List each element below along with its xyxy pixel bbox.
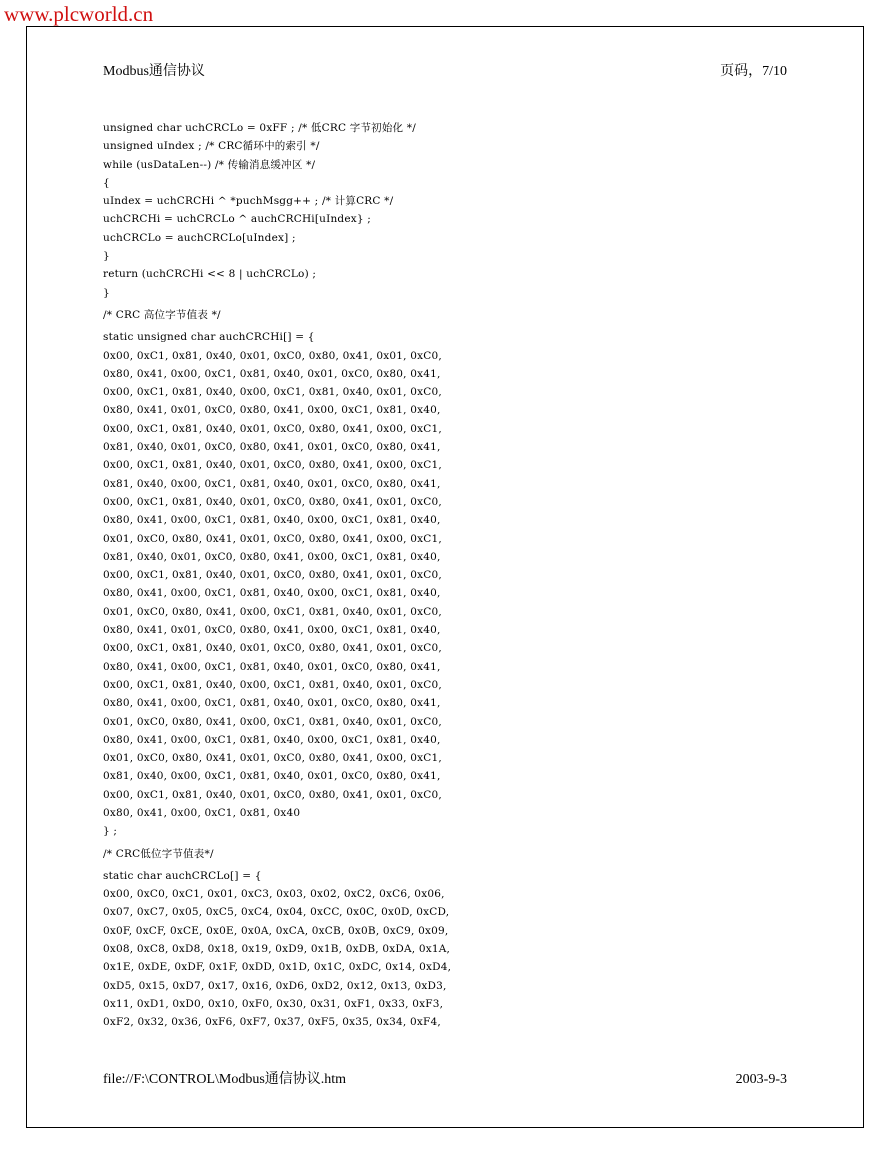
table-row: 0x00, 0xC1, 0x81, 0x40, 0x01, 0xC0, 0x80, 0x41, 0x00, 0xC1, xyxy=(103,422,442,435)
table-row: 0xF2, 0x32, 0x36, 0xF6, 0xF7, 0x37, 0xF5, 0x35, 0x34, 0xF4, xyxy=(103,1016,441,1029)
code-line: } xyxy=(103,286,110,299)
table-row: 0x80, 0x41, 0x00, 0xC1, 0x81, 0x40, 0x00, 0xC1, 0x81, 0x40, xyxy=(103,587,441,600)
table-row: 0xD5, 0x15, 0xD7, 0x17, 0x16, 0xD6, 0xD2, 0x12, 0x13, 0xD3, xyxy=(103,979,447,992)
code-line: uIndex = uchCRCHi ^ *puchMsgg++ ; /* 计算CRC */ xyxy=(103,195,394,208)
footer-date: 2003-9-3 xyxy=(735,1072,787,1087)
table-row: 0x0F, 0xCF, 0xCE, 0x0E, 0x0A, 0xCA, 0xCB, 0x0B, 0xC9, 0x09, xyxy=(103,924,449,937)
hi-table-closing: } ; xyxy=(103,825,118,838)
table-row: 0x81, 0x40, 0x00, 0xC1, 0x81, 0x40, 0x01, 0xC0, 0x80, 0x41, xyxy=(103,477,441,490)
table-row: 0x80, 0x41, 0x01, 0xC0, 0x80, 0x41, 0x00, 0xC1, 0x81, 0x40, xyxy=(103,624,441,637)
table-row: 0x00, 0xC1, 0x81, 0x40, 0x01, 0xC0, 0x80, 0x41, 0x01, 0xC0, xyxy=(103,642,442,655)
code-listing xyxy=(103,119,451,1032)
table-row: 0x81, 0x40, 0x01, 0xC0, 0x80, 0x41, 0x01, 0xC0, 0x80, 0x41, xyxy=(103,441,441,454)
table-row: 0x1E, 0xDE, 0xDF, 0x1F, 0xDD, 0x1D, 0x1C, 0xDC, 0x14, 0xD4, xyxy=(103,961,452,974)
table-row: 0x80, 0x41, 0x00, 0xC1, 0x81, 0x40 xyxy=(103,806,301,819)
table-row: 0x00, 0xC1, 0x81, 0x40, 0x01, 0xC0, 0x80, 0x41, 0x01, 0xC0, xyxy=(103,349,442,362)
hi-table-declaration: static unsigned char auchCRCHi[] = { xyxy=(103,331,315,344)
watermark-link[interactable]: www.plcworld.cn xyxy=(4,2,154,26)
table-row: 0x00, 0xC0, 0xC1, 0x01, 0xC3, 0x03, 0x02, 0xC2, 0xC6, 0x06, xyxy=(103,888,445,901)
code-line: unsigned uIndex ; /* CRC循环中的索引 */ xyxy=(103,140,320,153)
table-row: 0x81, 0x40, 0x01, 0xC0, 0x80, 0x41, 0x00, 0xC1, 0x81, 0x40, xyxy=(103,550,441,563)
table-row: 0x80, 0x41, 0x00, 0xC1, 0x81, 0x40, 0x01, 0xC0, 0x80, 0x41, xyxy=(103,660,441,673)
page-number: 页码，7/10 xyxy=(720,64,787,79)
table-row: 0x80, 0x41, 0x00, 0xC1, 0x81, 0x40, 0x01, 0xC0, 0x80, 0x41, xyxy=(103,697,441,710)
table-row: 0x01, 0xC0, 0x80, 0x41, 0x01, 0xC0, 0x80, 0x41, 0x00, 0xC1, xyxy=(103,752,442,765)
footer-file-path: file://F:\CONTROL\Modbus通信协议.htm xyxy=(103,1072,347,1087)
table-row: 0x80, 0x41, 0x00, 0xC1, 0x81, 0x40, 0x00, 0xC1, 0x81, 0x40, xyxy=(103,733,441,746)
table-row: 0x00, 0xC1, 0x81, 0x40, 0x00, 0xC1, 0x81, 0x40, 0x01, 0xC0, xyxy=(103,678,442,691)
table-row: 0x00, 0xC1, 0x81, 0x40, 0x01, 0xC0, 0x80, 0x41, 0x01, 0xC0, xyxy=(103,495,442,508)
table-row: 0x80, 0x41, 0x00, 0xC1, 0x81, 0x40, 0x01, 0xC0, 0x80, 0x41, xyxy=(103,367,441,380)
table-row: 0x01, 0xC0, 0x80, 0x41, 0x00, 0xC1, 0x81, 0x40, 0x01, 0xC0, xyxy=(103,605,442,618)
code-line: uchCRCLo = auchCRCLo[uIndex] ; xyxy=(103,231,296,244)
code-line: { xyxy=(103,176,110,189)
hi-table-rows xyxy=(103,347,451,823)
code-line: unsigned char uchCRCLo = 0xFF ; /* 低CRC 字节初始化 */ xyxy=(103,122,416,134)
crc-function-tail xyxy=(103,119,451,302)
table-row: 0x00, 0xC1, 0x81, 0x40, 0x01, 0xC0, 0x80, 0x41, 0x01, 0xC0, xyxy=(103,788,442,801)
table-row: 0x80, 0x41, 0x00, 0xC1, 0x81, 0x40, 0x00, 0xC1, 0x81, 0x40, xyxy=(103,514,441,527)
code-line: } xyxy=(103,250,110,263)
table-row: 0x07, 0xC7, 0x05, 0xC5, 0xC4, 0x04, 0xCC, 0x0C, 0x0D, 0xCD, xyxy=(103,906,450,919)
code-line: while (usDataLen--) /* 传输消息缓冲区 */ xyxy=(103,158,316,171)
table-row: 0x00, 0xC1, 0x81, 0x40, 0x01, 0xC0, 0x80, 0x41, 0x00, 0xC1, xyxy=(103,459,442,472)
table-row: 0x01, 0xC0, 0x80, 0x41, 0x00, 0xC1, 0x81, 0x40, 0x01, 0xC0, xyxy=(103,715,442,728)
code-line: return (uchCRCHi << 8 | uchCRCLo) ; xyxy=(103,268,317,281)
table-row: 0x08, 0xC8, 0xD8, 0x18, 0x19, 0xD9, 0x1B, 0xDB, 0xDA, 0x1A, xyxy=(103,943,451,956)
page-header-title: Modbus通信协议 xyxy=(103,64,205,79)
table-row: 0x00, 0xC1, 0x81, 0x40, 0x01, 0xC0, 0x80, 0x41, 0x01, 0xC0, xyxy=(103,569,442,582)
code-line: uchCRCHi = uchCRCLo ^ auchCRCHi[uIndex} ; xyxy=(103,213,372,226)
table-row: 0x01, 0xC0, 0x80, 0x41, 0x01, 0xC0, 0x80, 0x41, 0x00, 0xC1, xyxy=(103,532,442,545)
table-row: 0x81, 0x40, 0x00, 0xC1, 0x81, 0x40, 0x01, 0xC0, 0x80, 0x41, xyxy=(103,770,441,783)
lo-table-declaration: static char auchCRCLo[] = { xyxy=(103,869,262,882)
lo-table-comment: /* CRC低位字节值表*/ xyxy=(103,847,214,860)
hi-table-comment: /* CRC 高位字节值表 */ xyxy=(103,308,221,321)
table-row: 0x00, 0xC1, 0x81, 0x40, 0x00, 0xC1, 0x81, 0x40, 0x01, 0xC0, xyxy=(103,386,442,399)
table-row: 0x80, 0x41, 0x01, 0xC0, 0x80, 0x41, 0x00, 0xC1, 0x81, 0x40, xyxy=(103,404,441,417)
page-frame xyxy=(26,26,864,1128)
table-row: 0x11, 0xD1, 0xD0, 0x10, 0xF0, 0x30, 0x31, 0xF1, 0x33, 0xF3, xyxy=(103,997,444,1010)
lo-table-rows xyxy=(103,885,451,1031)
